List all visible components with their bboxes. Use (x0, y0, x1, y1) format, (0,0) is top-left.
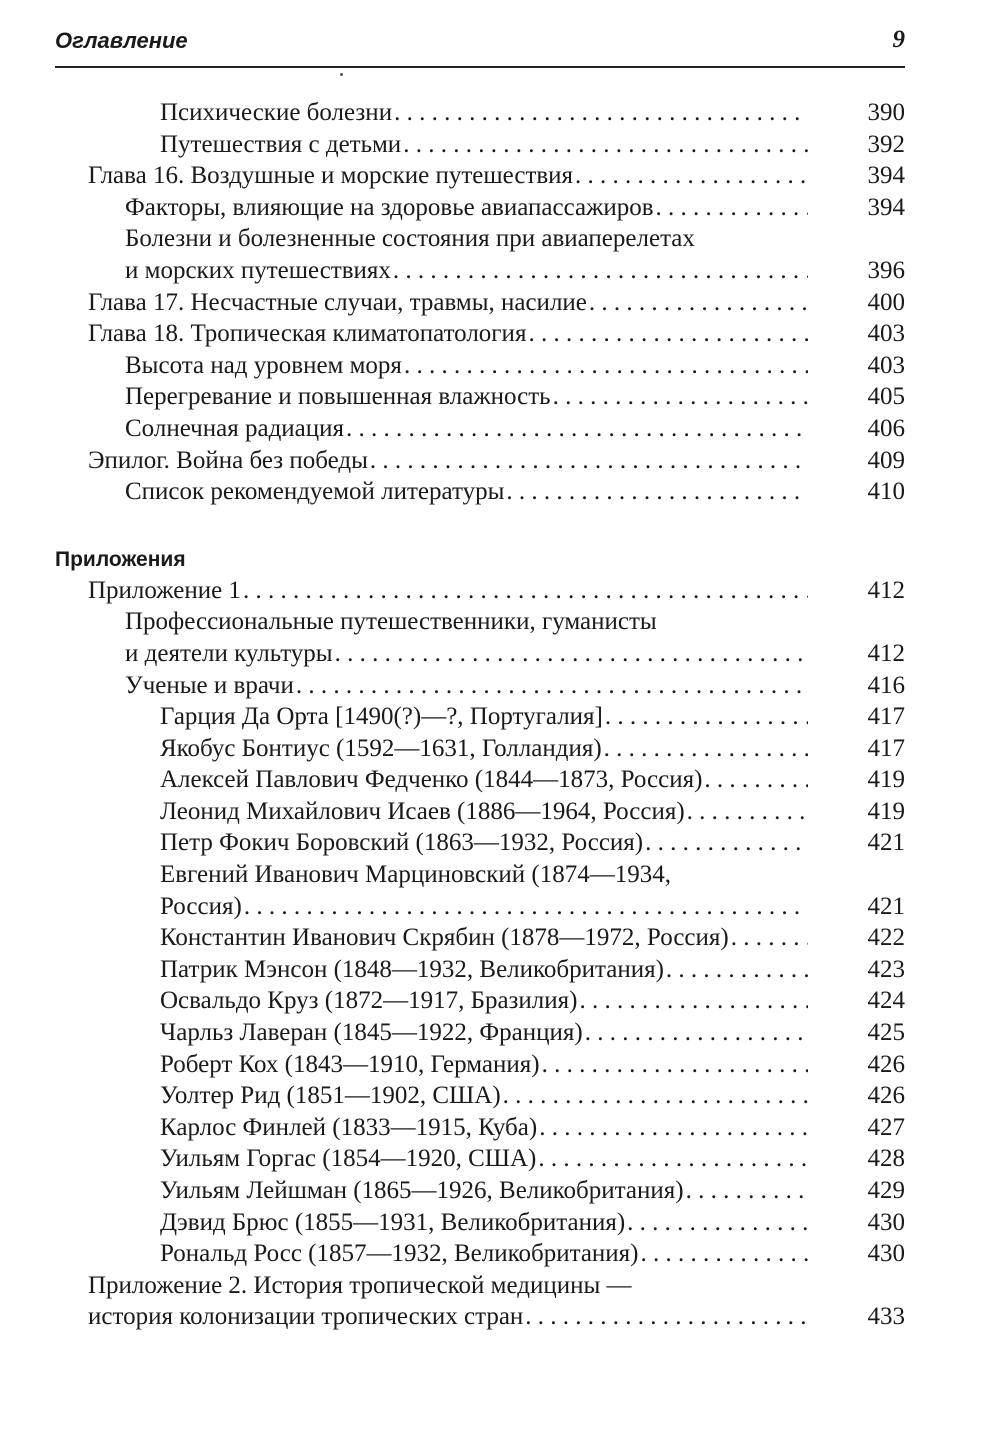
toc-entry-title: Константин Иванович Скрябин (1878—1972, Россия) (160, 924, 729, 952)
dot-leader (604, 733, 808, 765)
toc-page-number: 424 (867, 987, 905, 1015)
toc-entry-title: Высота над уровнем моря (125, 351, 402, 379)
toc-page-number: 403 (867, 320, 905, 348)
running-header (55, 26, 905, 68)
toc-entry[interactable] (0, 922, 905, 954)
dot-leader (346, 413, 808, 445)
dot-leader (538, 1143, 808, 1175)
dot-leader (528, 318, 808, 350)
dot-leader (686, 1175, 808, 1207)
toc-entry-title: Леонид Михайлович Исаев (1886—1964, Россия) (160, 797, 685, 825)
toc-entry[interactable] (0, 575, 905, 607)
dot-leader (589, 287, 808, 319)
toc-page-number: 394 (867, 193, 905, 221)
dot-leader (641, 1238, 808, 1270)
toc-page-number: 419 (867, 766, 905, 794)
dot-leader (244, 891, 808, 923)
dot-leader (645, 827, 808, 859)
toc-page-number: 390 (867, 99, 905, 126)
toc-page-number: 403 (867, 351, 905, 379)
dot-leader (539, 1112, 808, 1144)
toc-entry[interactable] (0, 413, 905, 445)
dot-leader (627, 1207, 808, 1239)
dot-leader (731, 922, 808, 954)
toc-entry[interactable] (0, 606, 905, 669)
toc-entry-title: Алексей Павлович Федченко (1844—1873, Россия) (160, 766, 703, 794)
toc-entry-title: Факторы, влияющие на здоровье авиапассажиров (125, 193, 654, 221)
toc-page-number: 400 (867, 288, 905, 316)
page-number: 9 (892, 26, 905, 53)
toc-entry-title: Уильям Лейшман (1865—1926, Великобритания) (160, 1177, 684, 1204)
dot-leader (605, 701, 808, 733)
toc-entry-title: Эпилог. Война без победы (88, 446, 368, 474)
toc-page-number: 410 (867, 478, 905, 506)
toc-entry-title: Петр Фокич Боровский (1863—1932, Россия) (160, 829, 644, 857)
toc-page-number: 421 (867, 829, 905, 857)
toc-page-number: 423 (867, 955, 905, 983)
dot-leader (506, 476, 808, 508)
toc-page-number: 430 (867, 1240, 905, 1268)
dot-leader (403, 129, 808, 161)
toc-entry[interactable] (0, 733, 905, 765)
toc-entry-title: Уолтер Рид (1851—1902, США) (160, 1082, 501, 1110)
toc-page-number: 430 (867, 1208, 905, 1236)
toc-entry-title: Чарльз Лаверан (1845—1922, Франция) (160, 1019, 583, 1047)
toc-entry[interactable] (0, 1143, 905, 1175)
toc-entry-title: Россия) (160, 892, 242, 920)
toc-entry-title-line: Болезни и болезненные состояния при авиаперелетах (125, 225, 695, 253)
toc-entry[interactable] (0, 160, 905, 192)
toc-entry[interactable] (0, 859, 905, 922)
toc-entry-title: Освальдо Круз (1872—1917, Бразилия) (160, 987, 578, 1015)
toc-entry[interactable] (0, 764, 905, 796)
toc-appendix-section (0, 575, 1000, 1333)
toc-page-number: 412 (867, 639, 905, 667)
toc-page-number: 425 (867, 1019, 905, 1047)
toc-entry[interactable] (0, 445, 905, 477)
toc-entry[interactable] (0, 1175, 905, 1207)
toc-entry-title: история колонизации тропических стран (88, 1303, 524, 1331)
toc-page-number: 417 (867, 734, 905, 762)
toc-entry[interactable] (0, 1080, 905, 1112)
toc-page-number: 394 (867, 162, 905, 190)
toc-entry[interactable] (0, 1017, 905, 1049)
toc-entry-title: Психические болезни (160, 99, 393, 126)
toc-entry-title: Рональд Росс (1857—1932, Великобритания) (160, 1240, 639, 1268)
dot-leader (370, 445, 808, 477)
toc-entry[interactable] (0, 827, 905, 859)
toc-entry[interactable] (0, 223, 905, 286)
dot-leader (335, 638, 808, 670)
print-speck (340, 73, 343, 76)
toc-page-number: 421 (867, 892, 905, 920)
toc-entry-title: Путешествия с детьми (160, 130, 402, 158)
toc-entry-title: и деятели культуры (125, 639, 333, 667)
dot-leader (553, 381, 808, 413)
toc-entry-title: Список рекомендуемой литературы (125, 478, 505, 506)
toc-page-number: 422 (867, 924, 905, 952)
toc-entry-title: Ученые и врачи (125, 671, 294, 699)
toc-page-number: 427 (867, 1113, 905, 1141)
toc-entry[interactable] (0, 1270, 905, 1333)
dot-leader (525, 1301, 808, 1333)
toc-entry[interactable] (0, 129, 905, 161)
toc-entry[interactable] (0, 350, 905, 382)
toc-page-number: 405 (867, 383, 905, 411)
toc-entry-title: и морских путешествиях (125, 256, 391, 284)
dot-leader (575, 160, 808, 192)
toc-entry[interactable] (0, 1207, 905, 1239)
toc-page-number: 396 (867, 256, 905, 284)
toc-page-number: 429 (867, 1177, 905, 1204)
toc-entry-title: Карлос Финлей (1833—1915, Куба) (160, 1113, 538, 1141)
toc-page-number: 409 (867, 446, 905, 474)
toc-page-number: 433 (867, 1303, 905, 1331)
dot-leader (704, 764, 808, 796)
toc-entry[interactable] (0, 670, 905, 702)
toc-entry[interactable] (0, 954, 905, 986)
dot-leader (579, 985, 808, 1017)
dot-leader (666, 954, 808, 986)
toc-entry[interactable] (0, 476, 905, 508)
toc-entry[interactable] (0, 192, 905, 224)
toc-entry[interactable] (0, 796, 905, 828)
toc-main-section (0, 97, 1000, 508)
dot-leader (656, 192, 808, 224)
toc-entry-title: Гарция Да Орта [1490(?)—?, Португалия] (160, 703, 603, 731)
toc-entry[interactable] (0, 1112, 905, 1144)
toc-page-number: 426 (867, 1082, 905, 1110)
toc-entry-title: Уильям Горгас (1854—1920, США) (160, 1145, 537, 1173)
toc-entry-title: Роберт Кох (1843—1910, Германия) (160, 1050, 540, 1078)
toc-page-number: 406 (867, 414, 905, 442)
toc-entry[interactable] (0, 381, 905, 413)
toc-entry-title: Дэвид Брюс (1855—1931, Великобритания) (160, 1208, 626, 1236)
dot-leader (687, 796, 808, 828)
toc-entry-title-line: Евгений Иванович Марциновский (1874—1934, (160, 861, 671, 889)
appendix-heading: Приложения (55, 547, 186, 571)
toc-page-number: 412 (867, 576, 905, 604)
dot-leader (585, 1017, 808, 1049)
toc-page-number: 428 (867, 1145, 905, 1173)
dot-leader (394, 97, 808, 129)
toc-entry-title: Приложение 1 (88, 576, 241, 604)
toc-entry[interactable] (0, 1049, 905, 1081)
dot-leader (404, 350, 808, 382)
dot-leader (503, 1080, 808, 1112)
toc-page-number: 392 (867, 130, 905, 158)
table-of-contents (0, 97, 1000, 1333)
toc-entry-title: Глава 18. Тропическая климатопатология (88, 320, 527, 348)
toc-entry-title-line: Профессиональные путешественники, гуманисты (125, 608, 657, 636)
toc-entry-title: Глава 17. Несчастные случаи, травмы, насилие (88, 288, 587, 316)
dot-leader (542, 1049, 808, 1081)
toc-entry[interactable] (0, 1238, 905, 1270)
toc-entry[interactable] (0, 97, 905, 129)
toc-page-number: 417 (867, 703, 905, 731)
toc-page-number: 426 (867, 1050, 905, 1078)
toc-entry-title-line: Приложение 2. История тропической медицины — (88, 1271, 632, 1299)
toc-entry-title: Перегревание и повышенная влажность (125, 383, 551, 411)
dot-leader (296, 670, 808, 702)
dot-leader (393, 255, 808, 287)
dot-leader (243, 575, 808, 607)
toc-entry[interactable] (0, 701, 905, 733)
toc-entry-title: Якобус Бонтиус (1592—1631, Голландия) (160, 734, 602, 762)
header-title: Оглавление (55, 28, 188, 53)
toc-page-number: 416 (867, 671, 905, 699)
toc-entry-title: Солнечная радиация (125, 414, 345, 442)
toc-entry-title: Глава 16. Воздушные и морские путешествия (88, 162, 574, 190)
toc-entry[interactable] (0, 287, 905, 319)
toc-entry-title: Патрик Мэнсон (1848—1932, Великобритания) (160, 955, 664, 983)
toc-entry[interactable] (0, 318, 905, 350)
toc-page-number: 419 (867, 797, 905, 825)
toc-entry[interactable] (0, 985, 905, 1017)
